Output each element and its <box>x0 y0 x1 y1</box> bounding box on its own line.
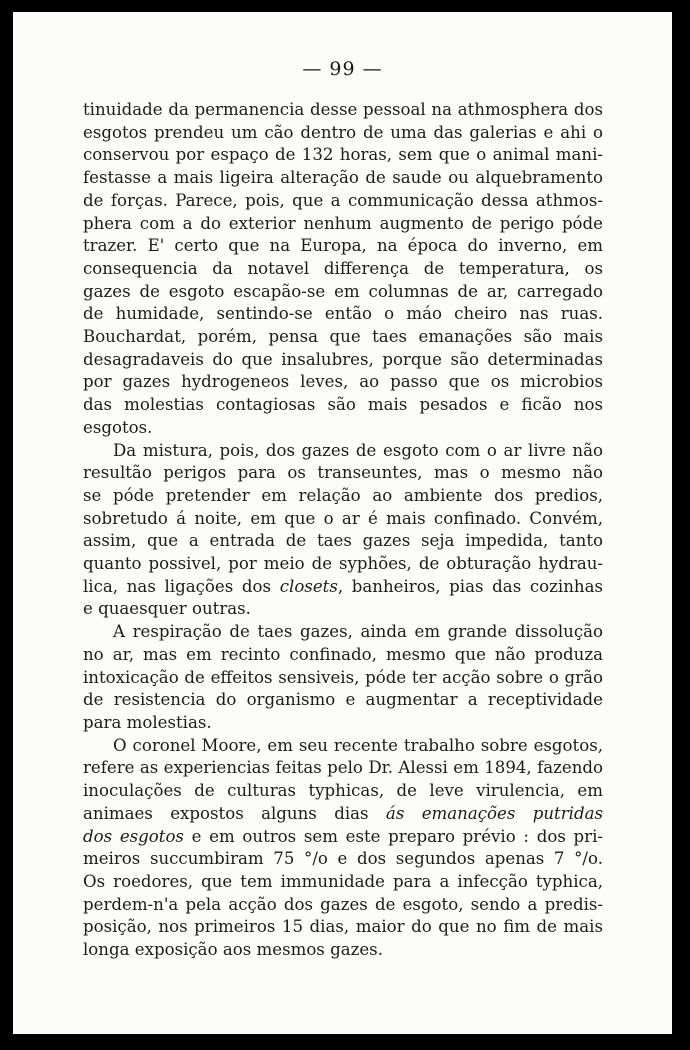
text-line: Da mistura, pois, dos gazes de esgoto com o ar livre não <box>113 440 603 460</box>
text-line: posição, nos primeiros 15 dias, maior do que no fim de mais <box>83 917 603 937</box>
text-line: trazer. E' certo que na Europa, na época do inverno, em <box>83 236 603 256</box>
text-line: para molestias. <box>83 712 212 732</box>
text-line: longa exposição aos mesmos gazes. <box>83 940 383 960</box>
text-line: Bouchardat, porém, pensa que taes emanações são mais <box>83 327 603 347</box>
text-line: esgotos. <box>83 417 153 437</box>
text-line: O coronel Moore, em seu recente trabalho sobre esgotos, <box>113 735 603 755</box>
text-line: resultão perigos para os transeuntes, mas o mesmo não <box>83 463 603 483</box>
text-line: das molestias contagiosas são mais pesados e ficão nos <box>83 395 603 415</box>
text-line: inoculações de culturas typhicas, de leve virulencia, em <box>83 781 603 801</box>
text-line: assim, que a entrada de taes gazes seja impedida, tanto <box>83 531 603 551</box>
body-text <box>83 99 603 962</box>
text-line: quanto possivel, por meio de syphões, de obturação hydrau- <box>83 554 603 574</box>
text-line: gazes de esgoto escapão-se em columnas de ar, carregado <box>83 281 603 301</box>
text-line: lica, nas ligações dos closets, banheiros, pias das cozinhas <box>83 576 603 596</box>
text-line: tinuidade da permanencia desse pessoal na athmosphera dos <box>83 100 603 119</box>
text-line: e quaesquer outras. <box>83 599 251 619</box>
text-line: de forças. Parece, pois, que a communicação dessa athmos- <box>83 190 603 210</box>
text-line: festasse a mais ligeira alteração de saude ou alquebramento <box>83 168 603 188</box>
text-line: consequencia da notavel differença de temperatura, os <box>83 258 603 278</box>
text-line: meiros succumbiram 75 °/o e dos segundos apenas 7 °/o. <box>83 849 603 869</box>
text-line: de humidade, sentindo-se então o máo cheiro nas ruas. <box>83 304 603 324</box>
text-line: dos esgotos e em outros sem este preparo prévio : dos pri- <box>83 826 603 846</box>
text-line: sobretudo á noite, em que o ar é mais confinado. Convém, <box>83 508 603 528</box>
text-line: se póde pretender em relação ao ambiente dos predios, <box>83 485 603 505</box>
text-line: phera com a do exterior nenhum augmento de perigo póde <box>83 213 603 233</box>
text-line: conservou por espaço de 132 horas, sem que o animal mani- <box>83 145 603 165</box>
text-line: refere as experiencias feitas pelo Dr. Alessi em 1894, fazendo <box>83 758 603 778</box>
page-number: — 99 — <box>302 58 383 80</box>
book-page <box>13 12 672 1034</box>
text-line: intoxicação de effeitos sensiveis, póde ter acção sobre o grão <box>83 667 603 687</box>
text-line: animaes expostos alguns dias ás emanações putridas <box>83 803 603 823</box>
text-line: por gazes hydrogeneos leves, ao passo que os microbios <box>83 372 603 392</box>
text-line: perdem-n'a pela acção dos gazes de esgoto, sendo a predis- <box>83 894 603 914</box>
text-line: esgotos prendeu um cão dentro de uma das galerias e ahi o <box>83 122 603 142</box>
text-line: no ar, mas em recinto confinado, mesmo que não produza <box>83 644 603 664</box>
text-line: de resistencia do organismo e augmentar a receptividade <box>83 690 603 710</box>
text-line: Os roedores, que tem immunidade para a infecção typhica, <box>83 871 603 891</box>
text-line: desagradaveis do que insalubres, porque são determinadas <box>83 349 603 369</box>
text-line: A respiração de taes gazes, ainda em grande dissolução <box>113 622 603 642</box>
